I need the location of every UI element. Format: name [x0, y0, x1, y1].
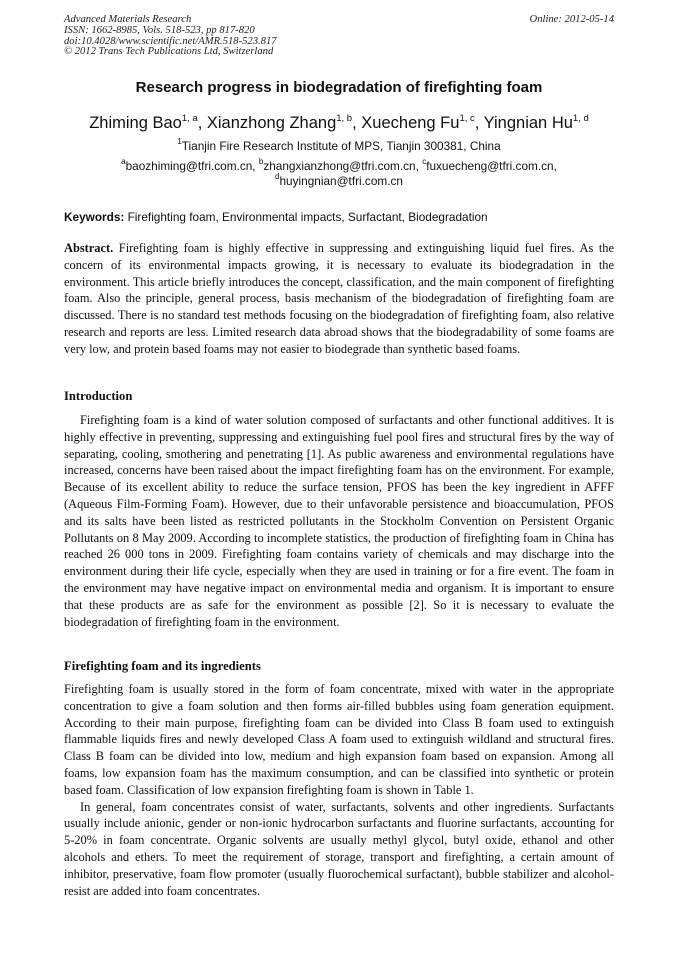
- journal-header: [64, 15, 277, 58]
- email-list: $^a$baozhiming@tfri.com.cn, $^b$zhangxianzhong@tfri.com.cn, $^c$fuxuecheng@tfri.com.cn, $^d$huyingnian@tfri.com.cn: [121, 157, 557, 188]
- doi-line[interactable]: doi:10.4028/www.scientific.net/AMR.518-523.817: [64, 35, 277, 47]
- ingredients-section-body: [64, 681, 614, 899]
- online-date: Online: 2012-05-14: [529, 14, 614, 25]
- email-address[interactable]: fuxuecheng@tfri.com.cn: [426, 159, 554, 173]
- author-sup: 1, c: [459, 113, 475, 124]
- issn-line: ISSN: 1662-8985, Vols. 518-523, pp 817-820: [64, 24, 255, 36]
- email-sup: d: [275, 171, 280, 181]
- author-name: Xianzhong Zhang: [206, 114, 337, 132]
- introduction-paragraph: Firefighting foam is a kind of water solution composed of surfactants and other functional additives. It is highly effective in preventing, suppressing and extinguishing fuel pool fires and structural fires by the way of separating, cooling, smothering and penetrating [1]. As public awareness and environmental regulations have increased, concerns have been raised about the impact firefighting foam has on the environment. For example, Because of its excellent ability to reduce the surface tension, PFOS has been the key ingredient in AFFF (Aqueous Film-Forming Foam). However, due to their unfavorable persistence and bioaccumulation, PFOS and its salts have been listed as restricted pollutants in the Stockholm Convention on Persistent Organic Pollutants on 8 May 2009. According to incomplete statistics, the production of firefighting foam in China has reached 26 000 tons in 2009. Firefighting foam contains variety of chemicals and may discharge into the environment during their life cycle, especially when they are used in training or for a fire event. The foam in the environment may have negative impact on environmental media and organism. It is important to ensure that these products are as safe for the environment as possible [2]. So it is necessary to evaluate the biodegradation of firefighting foam in the environment.: [64, 413, 614, 629]
- section-heading-introduction: Introduction: [64, 389, 133, 403]
- abstract-text: Firefighting foam is highly effective in suppressing and extinguishing liquid fuel fires. As the concern of its environmental impacts growing, it is necessary to evaluate its biodegradation in the environment. This article briefly introduces the concept, classification, and the main component of firefighting foam. Also the principle, general process, basis mechanism of the biodegradation of firefighting foam are discussed. There is no standard test methods focusing on the biodegradation of firefighting foam, also relative research and reports are less. Limited research data abroad shows that the biodegradability of some foams are very low, and protein based foams may not easier to biodegrade than synthetic based foams.: [64, 241, 614, 356]
- author-name: Yingnian Hu: [483, 114, 573, 132]
- email-address[interactable]: huyingnian@tfri.com.cn: [279, 173, 403, 188]
- author-name: Zhiming Bao: [89, 114, 182, 132]
- abstract-label: Abstract.: [64, 241, 114, 255]
- email-sup: c: [422, 157, 427, 166]
- author-sup: 1, b: [336, 113, 353, 124]
- email-address[interactable]: zhangxianzhong@tfri.com.cn: [263, 159, 416, 173]
- ingredients-paragraph-2: In general, foam concentrates consist of water, surfactants, solvents and other ingredients. Surfactants usually include anionic, gender or non-ionic hydrocarbon surfactants and fluorine surfactants, accounting for 5-20% in foam concentrate. Organic solvents are usually methyl glycol, butyl oxide, ethanol and other alcohols and ethers. To meet the requirement of storage, transport and firefighting, a certain amount of inhibitor, preservative, foam flow promoter (usually fluorochemical surfactant), bubble stabilizer and alcohol-resist are added into foam concentrates.: [64, 799, 614, 898]
- email-sup: a: [121, 157, 126, 166]
- paper-title: Research progress in biodegradation of firefighting foam: [135, 79, 543, 96]
- copyright-line: © 2012 Trans Tech Publications Ltd, Switzerland: [64, 46, 274, 58]
- author-list: Zhiming Bao$^{1, a}$, Xianzhong Zhang$^{1, b}$, Xuecheng Fu$^{1, c}$, Yingnian Hu$^{1, d}$: [89, 113, 589, 132]
- keywords-text: Firefighting foam, Environmental impacts, Surfactant, Biodegradation: [127, 210, 488, 224]
- affiliation-sup: 1: [177, 137, 182, 146]
- author-name: Xuecheng Fu: [361, 114, 460, 132]
- email-address[interactable]: baozhiming@tfri.com.cn: [125, 159, 253, 173]
- affiliation-text: Tianjin Fire Research Institute of MPS, Tianjin 300381, China: [181, 139, 501, 153]
- author-sup: 1, a: [181, 113, 198, 124]
- author-sup: 1, d: [572, 113, 589, 124]
- keywords: [64, 210, 624, 224]
- abstract: [64, 240, 614, 358]
- keywords-label: Keywords:: [64, 210, 125, 224]
- ingredients-paragraph-1: Firefighting foam is usually stored in the form of foam concentrate, mixed with water in the appropriate concentration to give a foam solution and then forms air-filled bubbles using foam generation equipment. According to their main purpose, firefighting foam can be divided into Class B foam used to extinguish flammable liquids fires and newly developed Class A foam used to extinguish wildland and structural fires. Class B foam can be divided into low, medium and high expansion foam based on expansion. Among all foams, low expansion foam has the maximum consumption, and can be classified into synthetic or protein based foam. Classification of low expansion firefighting foam is shown in Table 1.: [64, 682, 614, 797]
- affiliation: [0, 139, 678, 153]
- email-sup: b: [258, 157, 264, 166]
- journal-name: Advanced Materials Research: [64, 14, 192, 25]
- section-heading-ingredients: Firefighting foam and its ingredients: [64, 659, 261, 673]
